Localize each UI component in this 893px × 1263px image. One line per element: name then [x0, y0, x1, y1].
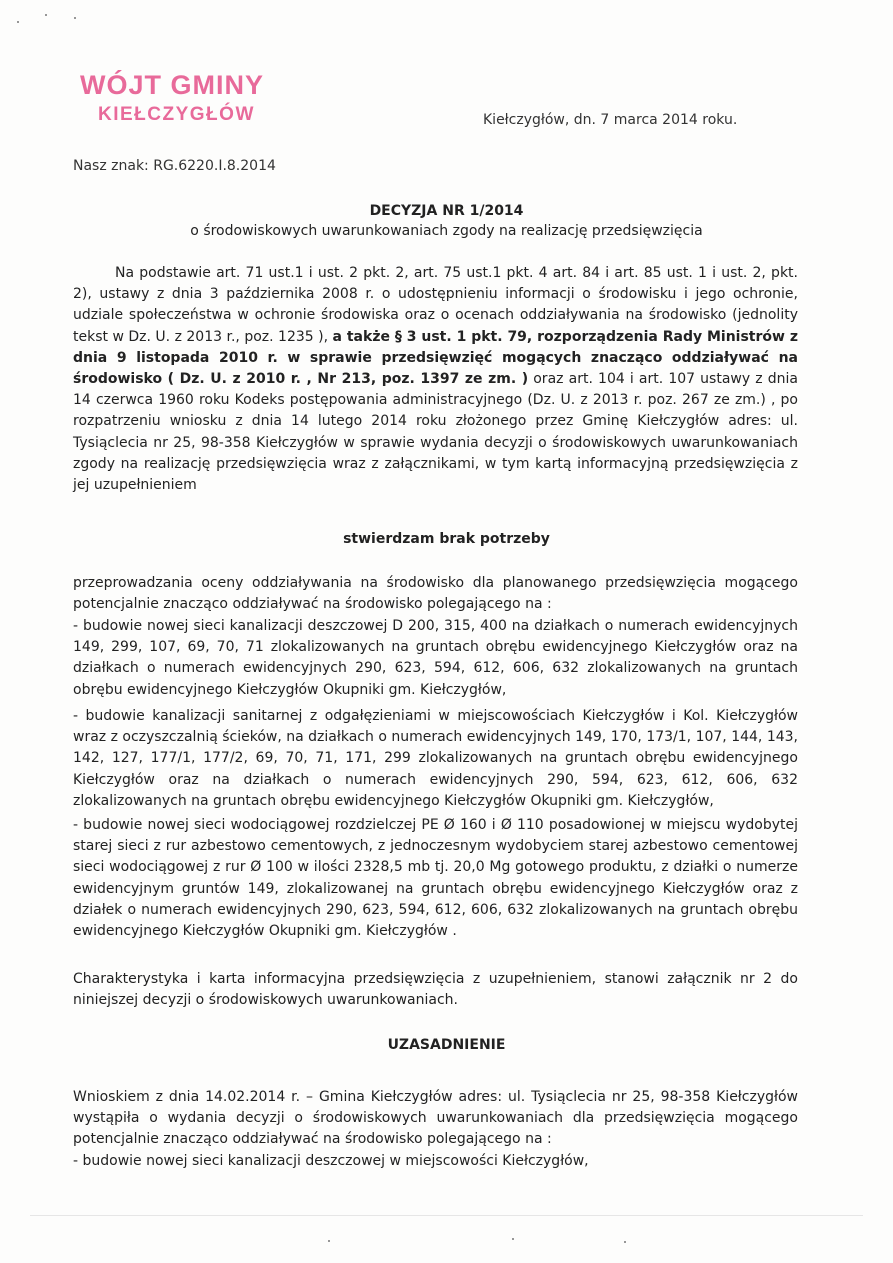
characteristics-paragraph: Charakterystyka i karta informacyjna przedsięwzięcia z uzupełnieniem, stanowi załącznik nr 2 do niniejszej decyzji o środowiskowych uwarunkowaniach.	[73, 971, 798, 1009]
scan-speck	[512, 1238, 514, 1240]
justification-heading: UZASADNIENIE	[387, 1037, 506, 1053]
page-bottom-rule	[30, 1215, 863, 1216]
legal-basis-paragraph	[73, 263, 798, 496]
scan-speck	[45, 14, 47, 16]
justification-paragraph: Wnioskiem z dnia 14.02.2014 r. – Gmina Kiełczygłów adres: ul. Tysiąclecia nr 25, 98-358 Kiełczygłów wystąpiła o wydania decyzji o środowiskowych uwarunkowaniach dla przedsięwzięcia mogącego potencjalnie znacząco oddziaływać na środowisko polegającego na :	[73, 1089, 798, 1148]
legal-basis-text: Na podstawie art. 71 ust.1 i ust. 2 pkt. 2, art. 75 ust.1 pkt. 4 art. 84 i art. 85 ust. 1 i ust. 2, pkt. 2), ustawy z dnia 3 października 2008 r. o udostępnieniu informacji o środowisku i jego ochronie, udziale społeczeństwa w ochronie środowiska oraz o ocenach oddziaływania na środowisko (jednolity tekst w Dz. U. z 2013 r., poz. 1235 ),	[73, 265, 798, 345]
scan-speck	[17, 21, 19, 23]
scan-speck	[328, 1240, 330, 1242]
decision-subtitle: o środowiskowych uwarunkowaniach zgody na realizację przedsięwzięcia	[190, 223, 703, 239]
scope-item-sanitary-sewer: - budowie kanalizacji sanitarnej z odgałęzieniami w miejscowościach Kiełczygłów i Kol. Kiełczygłów wraz z oczyszczalnią ścieków, na działkach o numerach ewidencyjnych 149, 170, 173/1, 107, 144, 143, 142, 127, 177/1, 177/2, 69, 70, 71, 171, 299 zlokalizowanych na gruntach obrębu ewidencyjnego Kiełczygłów oraz na działkach o numerach ewidencyjnych 290, 594, 623, 612, 606, 632 zlokalizowanych na gruntach obrębu ewidencyjnego Kiełczygłów Okupniki gm. Kiełczygłów,	[73, 708, 798, 809]
scan-speck	[624, 1241, 626, 1243]
scope-item-water-supply: - budowie nowej sieci wodociągowej rozdzielczej PE Ø 160 i Ø 110 posadowionej w miejscu wydobytej starej sieci z rur azbestowo cementowych, z jednoczesnym wydobyciem starej azbestowo cementowej sieci wodociągowej z rur Ø 100 w ilości 2328,5 mb tj. 20,0 Mg gotowego produktu, z działki o numerze ewidencyjnym gruntów 149, zlokalizowanej na gruntach obrębu ewidencyjnego Kiełczygłów oraz z działek o numerach ewidencyjnych 290, 623, 594, 612, 606, 632 zlokalizowanych na gruntach obrębu ewidencyjnego Kiełczygłów Okupniki gm. Kiełczygłów .	[73, 817, 798, 940]
decision-statement: stwierdzam brak potrzeby	[343, 531, 550, 547]
scope-item-storm-sewer: - budowie nowej sieci kanalizacji deszczowej D 200, 315, 400 na działkach o numerach ewidencyjnych 149, 299, 107, 69, 70, 71 zlokalizowanych na gruntach obrębu ewidencyjnego Kiełczygłów oraz na działkach o numerach ewidencyjnych 290, 623, 594, 612, 606, 632 zlokalizowanych na gruntach obrębu ewidencyjnego Kiełczygłów Okupniki gm. Kiełczygłów,	[73, 618, 798, 698]
justification-item: - budowie nowej sieci kanalizacji deszczowej w miejscowości Kiełczygłów,	[73, 1153, 589, 1169]
legal-basis-bold: a także § 3 ust. 1 pkt. 79, rozporządzenia Rady Ministrów z dnia 9 listopada 2010 r. w sprawie przedsięwzięć mogących znacząco oddziaływać na środowisko ( Dz. U. z 2010 r. , Nr 213, poz. 1397 ze zm. )	[73, 328, 798, 388]
place-and-date: Kiełczygłów, dn. 7 marca 2014 roku.	[483, 112, 738, 128]
scope-intro: przeprowadzania oceny oddziaływania na środowisko dla planowanego przedsięwzięcia mogącego potencjalnie znacząco oddziaływać na środowisko polegającego na :	[73, 575, 798, 613]
decision-title: DECYZJA NR 1/2014	[369, 203, 524, 219]
stamp-municipality: KIEŁCZYGŁÓW	[98, 104, 255, 125]
reference-number: Nasz znak: RG.6220.I.8.2014	[73, 158, 276, 174]
stamp-title: WÓJT GMINY	[80, 70, 264, 100]
legal-basis-text-cont: oraz art. 104 i art. 107 ustawy z dnia 14 czerwca 1960 roku Kodeks postępowania administracyjnego (Dz. U. z 2013 r. poz. 267 ze zm.) , po rozpatrzeniu wniosku z dnia 14 lutego 2014 roku złożonego przez Gminę Kiełczygłów adres: ul. Tysiąclecia nr 25, 98-358 Kiełczygłów w sprawie wydania decyzji o środowiskowych uwarunkowaniach zgody na realizację przedsięwzięcia wraz z załącznikami, w tym kartą informacyjną przedsięwzięcia z jej uzupełnieniem	[73, 371, 799, 494]
scan-speck	[74, 17, 76, 19]
